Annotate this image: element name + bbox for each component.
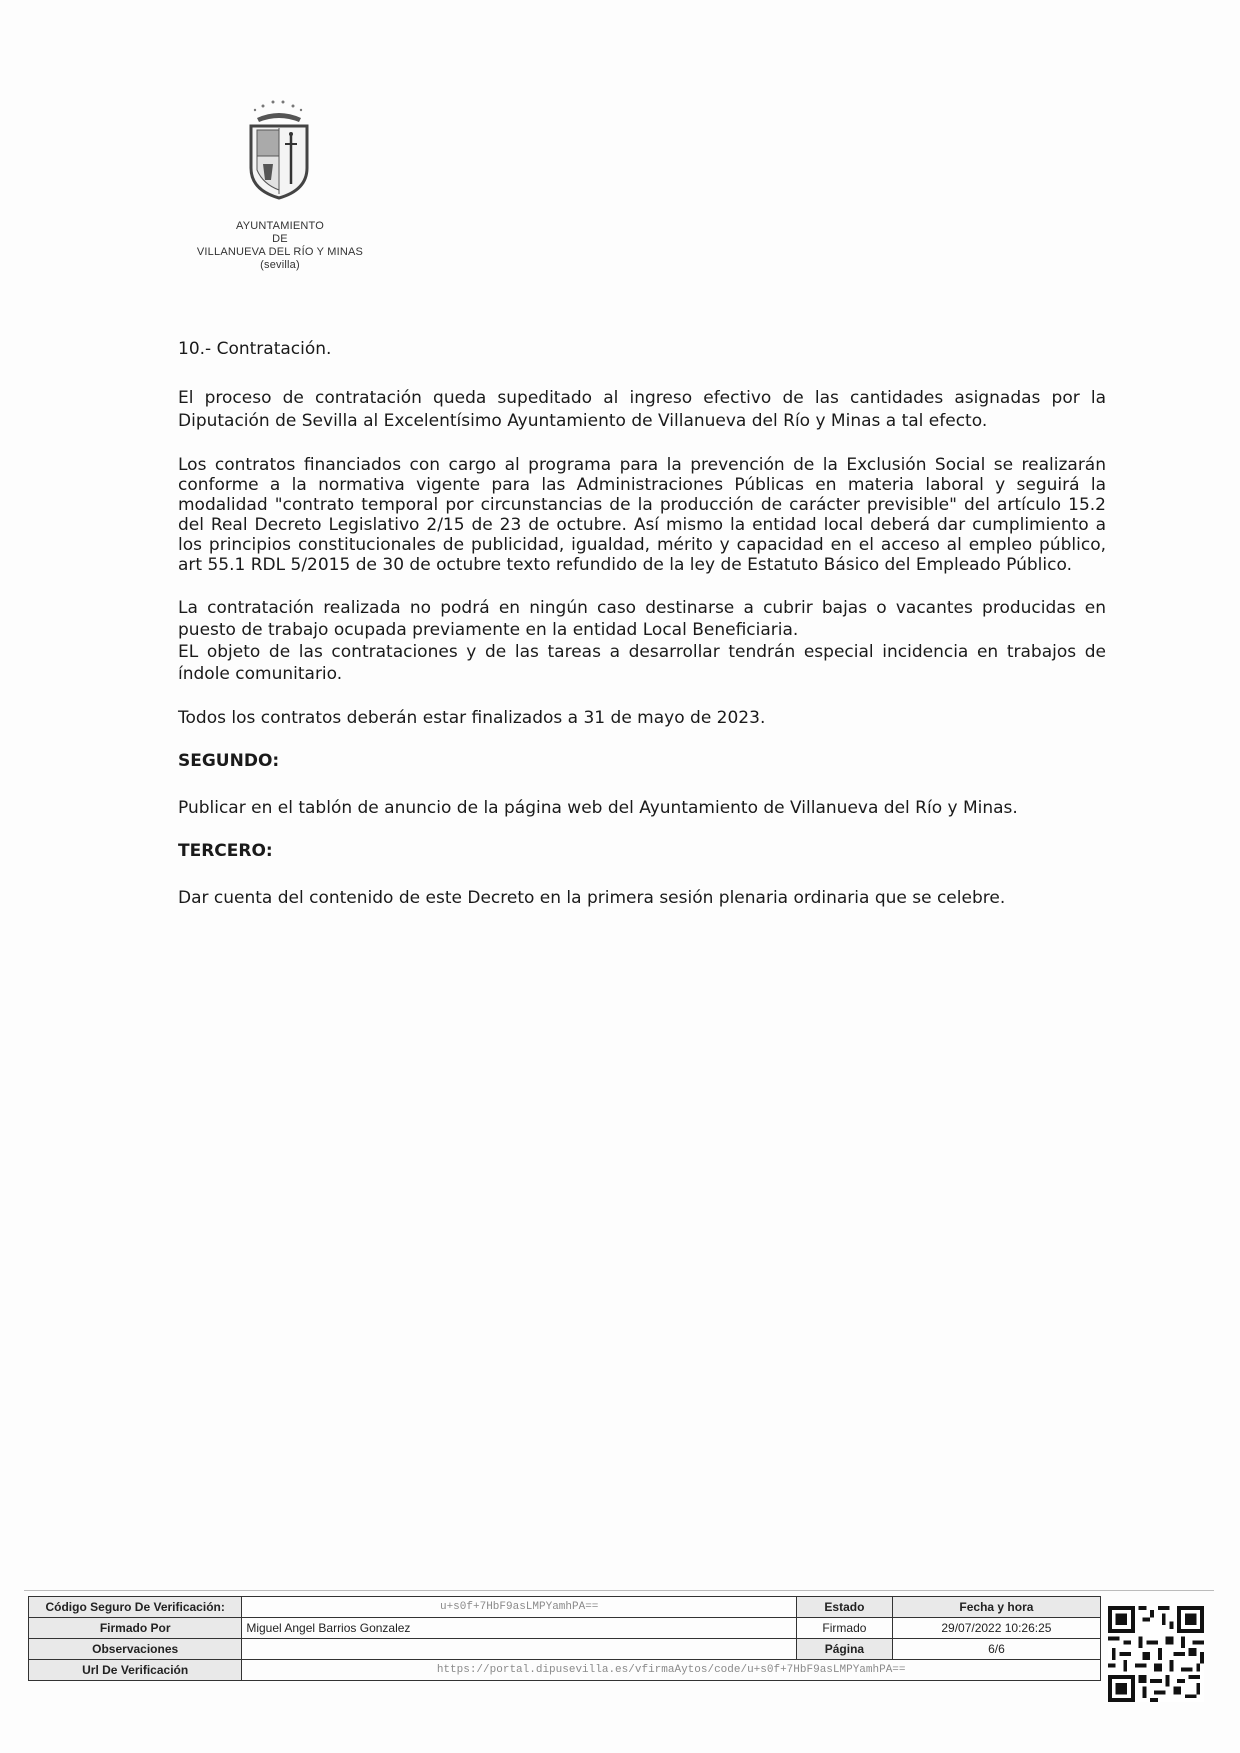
verification-table bbox=[28, 1596, 1101, 1681]
table-row bbox=[29, 1660, 1101, 1681]
municipality-line-4: (sevilla) bbox=[260, 259, 300, 271]
segundo-heading: SEGUNDO: bbox=[178, 751, 280, 771]
qr-code-icon bbox=[1108, 1606, 1204, 1702]
segundo-text: Publicar en el tablón de anuncio de la página web del Ayuntamiento de Villanueva del Río y Minas. bbox=[178, 798, 1018, 818]
estado-label: Estado bbox=[797, 1597, 893, 1618]
firmado-por-label: Firmado Por bbox=[29, 1618, 242, 1639]
codigo-label: Código Seguro De Verificación: bbox=[29, 1597, 242, 1618]
estado-value: Firmado bbox=[797, 1618, 893, 1639]
fecha-label: Fecha y hora bbox=[892, 1597, 1100, 1618]
table-row bbox=[29, 1639, 1101, 1660]
document-body bbox=[178, 338, 1106, 910]
pagina-value: 6/6 bbox=[892, 1639, 1100, 1660]
paragraph-finalizados: Todos los contratos deberán estar finalizados a 31 de mayo de 2023. bbox=[178, 708, 766, 728]
codigo-value: u+s0f+7HbF9asLMPYamhPA== bbox=[242, 1597, 797, 1618]
municipality-line-1: AYUNTAMIENTO bbox=[236, 220, 324, 232]
coat-of-arms-icon bbox=[243, 98, 315, 203]
paragraph-proceso: El proceso de contratación queda supeditado al ingreso efectivo de las cantidades asignadas por la Diputación de Sevilla al Excelentísimo Ayuntamiento de Villanueva del Río y Minas a tal efecto. bbox=[178, 388, 1106, 431]
municipality-line-2: DE bbox=[272, 233, 288, 245]
verification-footer bbox=[28, 1596, 1101, 1692]
url-value[interactable]: https://portal.dipusevilla.es/vfirmaAytos/code/u+s0f+7HbF9asLMPYamhPA== bbox=[242, 1660, 1101, 1681]
municipality-line-3: VILLANUEVA DEL RÍO Y MINAS bbox=[196, 246, 364, 258]
tercero-text: Dar cuenta del contenido de este Decreto en la primera sesión plenaria ordinaria que se celebre. bbox=[178, 888, 1006, 908]
observaciones-value bbox=[242, 1639, 797, 1660]
paragraph-objeto: EL objeto de las contrataciones y de las tareas a desarrollar tendrán especial incidencia en trabajos de índole comunitario. bbox=[178, 642, 1106, 684]
tercero-heading: TERCERO: bbox=[178, 841, 273, 861]
url-label: Url De Verificación bbox=[29, 1660, 242, 1681]
observaciones-label: Observaciones bbox=[29, 1639, 242, 1660]
firmado-por-value: Miguel Angel Barrios Gonzalez bbox=[242, 1618, 797, 1639]
paragraph-contratos-financiados: Los contratos financiados con cargo al programa para la prevención de la Exclusión Social se realizarán conforme a la normativa vigente para las Administraciones Públicas en materia laboral y seguirá la modalidad "contrato temporal por circunstancias de la producción de carácter previsible" del artículo 15.2 del Real Decreto Legislativo 2/15 de 23 de octubre. Así mismo la entidad local deberá dar cumplimiento a los principios constitucionales de publicidad, igualdad, mérito y capacidad en el acceso al empleo público, art 55.1 RDL 5/2015 de 30 de octubre texto refundido de la ley de Estatuto Básico del Empleado Público. bbox=[178, 455, 1106, 575]
fecha-value: 29/07/2022 10:26:25 bbox=[892, 1618, 1100, 1639]
table-row bbox=[29, 1618, 1101, 1639]
pagina-label: Página bbox=[797, 1639, 893, 1660]
municipality-name bbox=[170, 220, 390, 272]
paragraph-contratacion-realizada: La contratación realizada no podrá en ningún caso destinarse a cubrir bajas o vacantes producidas en puesto de trabajo ocupada previamente en la entidad Local Beneficiaria. bbox=[178, 598, 1106, 640]
table-row bbox=[29, 1597, 1101, 1618]
section-heading-contratacion: 10.- Contratación. bbox=[178, 339, 332, 359]
